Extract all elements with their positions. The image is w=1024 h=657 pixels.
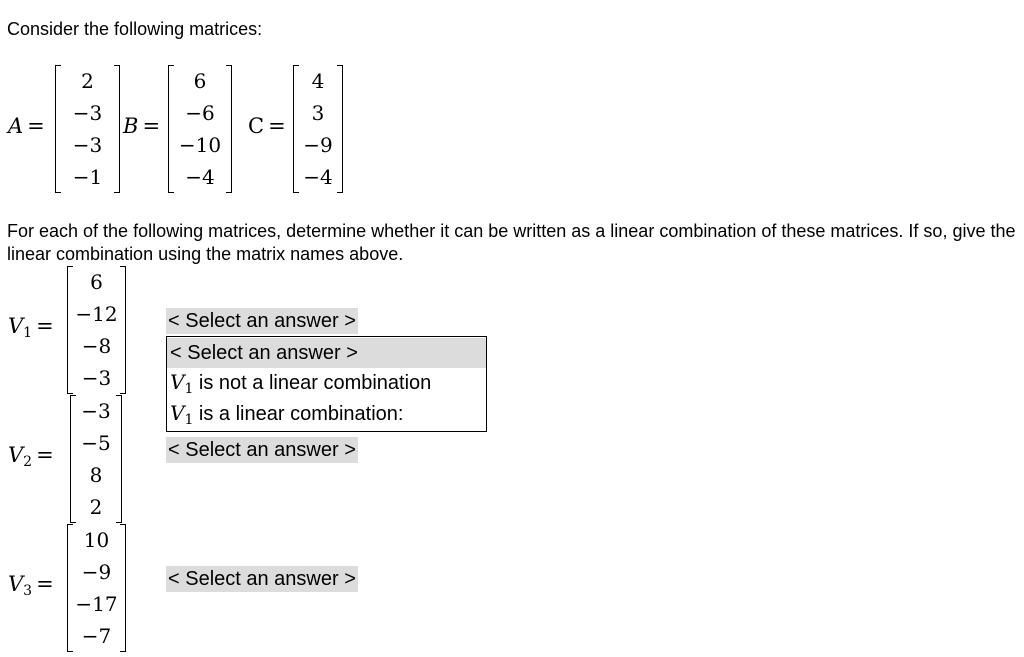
matrix-entry: 2 [81, 69, 94, 93]
matrix-entry: −4 [303, 165, 333, 189]
vector-v1 [67, 266, 126, 394]
vector-v2-label: $V_2$ = [8, 443, 54, 470]
matrix-entry: −8 [81, 334, 112, 358]
matrix-a-label: A = [8, 114, 45, 138]
matrix-entry: −9 [303, 133, 333, 157]
matrix-a [55, 65, 120, 193]
matrix-entry: 8 [89, 463, 103, 487]
matrix-entry: −6 [185, 101, 215, 125]
dropdown-option-linear-combination[interactable]: $V_1$ is a linear combination: [170, 401, 404, 428]
dropdown-option-select[interactable]: < Select an answer > [167, 338, 486, 368]
matrix-b-label: B = [123, 114, 161, 138]
v2-answer-select[interactable]: < Select an answer > [168, 439, 356, 461]
matrix-entry: 10 [83, 528, 110, 552]
matrix-entry: −4 [185, 165, 215, 189]
dropdown-option-not-linear-combination[interactable]: $V_1$ is not a linear combination [170, 370, 432, 397]
vector-v3-label: $V_3$ = [8, 572, 54, 599]
matrix-entry: −9 [81, 560, 112, 584]
matrix-c-label: C = [248, 114, 286, 138]
v3-answer-select[interactable]: < Select an answer > [168, 568, 356, 590]
matrix-entry: −7 [81, 624, 112, 648]
matrix-entry: −3 [72, 133, 103, 157]
matrix-entry: −3 [81, 366, 112, 390]
matrix-b [168, 65, 232, 193]
matrix-entry: −3 [81, 399, 111, 423]
v1-answer-dropdown [166, 336, 487, 432]
matrix-entry: −17 [75, 592, 118, 616]
matrix-entry: −5 [81, 431, 111, 455]
matrix-entry: 4 [311, 69, 325, 93]
matrix-entry: −10 [178, 133, 222, 157]
matrix-entry: −12 [75, 302, 118, 326]
matrix-entry: −1 [72, 165, 103, 189]
vector-v2 [70, 395, 122, 523]
matrix-entry: 6 [90, 270, 103, 294]
matrix-entry: 6 [193, 69, 207, 93]
vector-v1-label: $V_1$ = [8, 314, 54, 341]
vector-v3 [67, 524, 126, 652]
matrix-entry: −3 [72, 101, 103, 125]
v1-answer-select[interactable]: < Select an answer > [168, 310, 356, 332]
matrix-c [293, 65, 343, 193]
matrix-entry: 3 [311, 101, 325, 125]
instructions-text: For each of the following matrices, determine whether it can be written as a linear combination of these matrices. If so, give the linear combination using the matrix names above. [7, 221, 1016, 264]
matrix-entry: 2 [89, 495, 103, 519]
intro-text: Consider the following matrices: [7, 19, 263, 39]
